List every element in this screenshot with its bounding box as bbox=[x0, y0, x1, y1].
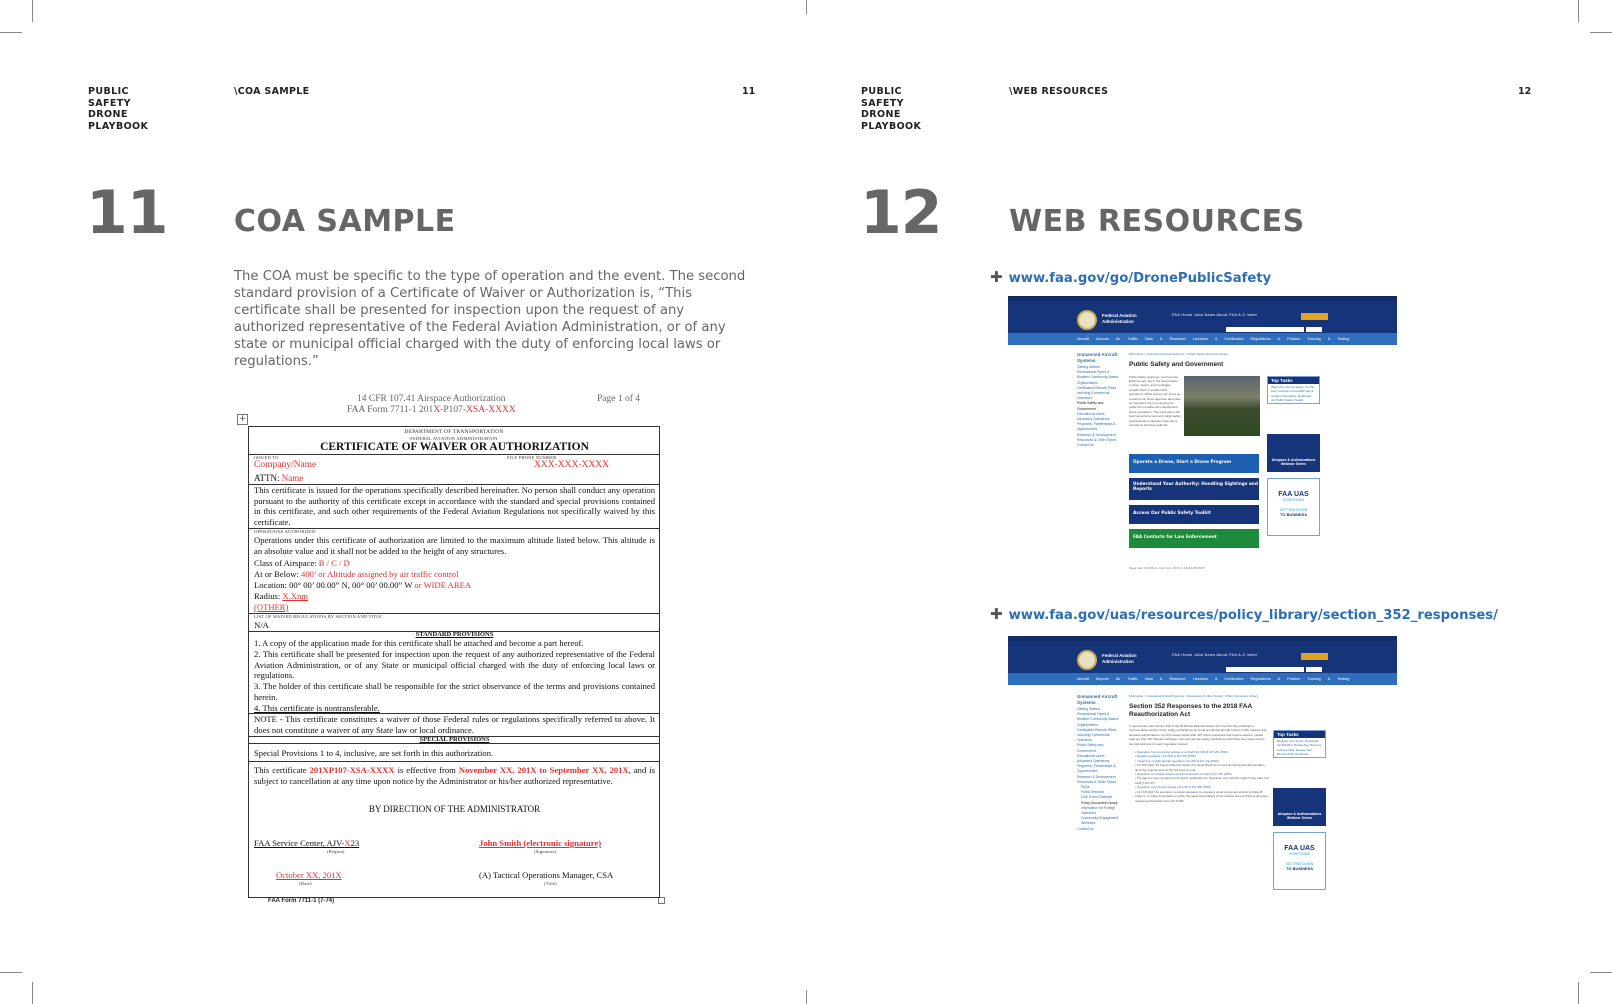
getting-down: GETTING DOWN bbox=[1285, 862, 1314, 866]
intro-paragraph: Public Safety Agencies, such as Law Enforcement, are in the best position to deter, detect, and investigate unauthorized or unsafe UAS operations. While drones can serve as a useful tool, these agencies also have an important role in protecting the public from unsafe and unauthorized drone operations. This information will help law enforcement and public safety professionals understand safe drone operations and their authority. bbox=[1129, 374, 1181, 427]
agency-name: Federal Aviation Administration bbox=[1102, 653, 1137, 664]
special-provisions-text: Special Provisions 1 to 4, inclusive, are set forth in this authorization. bbox=[254, 748, 494, 758]
search-button bbox=[1306, 327, 1322, 332]
table-move-handle: + bbox=[238, 414, 247, 424]
sidebar-item: Programs, Partnerships & Opportunities bbox=[1077, 422, 1116, 432]
sidebar-title: Unmanned Aircraft Systems bbox=[1077, 352, 1118, 363]
sidebar-item: Resources & Other Topics bbox=[1077, 437, 1117, 442]
sidebar-item: Contact Us bbox=[1077, 443, 1094, 448]
cta-toolkit: Access Our Public Safety Toolkit bbox=[1129, 505, 1259, 524]
sidebar-item: Educational Users bbox=[1077, 753, 1105, 758]
sidebar-item: Certificated Remote Pilots including Commercial Operators bbox=[1077, 727, 1117, 743]
faa-seal-icon bbox=[1077, 650, 1097, 670]
uas-sidebar bbox=[1077, 352, 1121, 448]
main-nav: Aircraft Airports Air Traffic Data & Research Licenses & Certificates Regulations & Policies Training & Testing bbox=[1008, 673, 1397, 685]
waiver-note: NOTE - This certificate constitutes a waiver of those Federal rules or regulations specifically referred to above. It does not constitute a waiver of any State law or local ordinance. bbox=[254, 714, 655, 735]
signature-caption: (Signature) bbox=[534, 849, 557, 854]
list-item: • Operation over human beings (14 CFR § 107.39) (PDF) bbox=[1135, 785, 1211, 790]
section-label: \COA SAMPLE bbox=[234, 86, 310, 97]
symposium-subtitle: SYMPOSIUM bbox=[1288, 852, 1311, 856]
section-number: 11 bbox=[86, 178, 168, 248]
list-item: • Daylight operation (14 CFR § 107.29) (PDF) bbox=[1135, 754, 1196, 759]
agency-label: FEDERAL AVIATION ADMINISTRATION bbox=[410, 436, 498, 441]
waived-regs-label: LIST OF WAIVED REGULATIONS BY SECTION AND TITLE bbox=[254, 614, 383, 619]
cta-understand-authority: Understand Your Authority: Handling Sightings and Reports bbox=[1129, 478, 1259, 500]
standard-provisions-title: STANDARD PROVISIONS bbox=[415, 631, 494, 638]
top-tasks-heading: Top Tasks bbox=[1274, 731, 1325, 738]
sidebar-item: Public Records bbox=[1081, 790, 1104, 795]
page-title: WEB RESOURCES bbox=[1009, 204, 1305, 239]
date-caption: (Date) bbox=[299, 881, 312, 886]
page-number: 11 bbox=[742, 86, 756, 97]
page-number: 12 bbox=[1518, 86, 1532, 97]
breadcrumb: FAA Home > Unmanned Aircraft Systems > Public Safety and Government bbox=[1129, 352, 1229, 356]
cta-contacts: FAA Contacts for Law Enforcement bbox=[1129, 529, 1259, 548]
to-business: TO BUSINESS bbox=[1279, 512, 1308, 517]
operations-paragraph: Operations under this certificate of authorization are limited to the maximum altitude listed below. This altitude is an absolute value and it shall not be added to the height of any structures. bbox=[254, 535, 655, 556]
standard-provision-2: 2. This certificate shall be presented for inspection upon the request of any authorized representative of the Federal Aviation Administration, or of any State or municipal official charged with the duty of enforcing local laws or regulations. bbox=[254, 649, 655, 681]
title-caption: (Title) bbox=[544, 881, 557, 886]
sidebar-item: Public Safety and Government bbox=[1077, 743, 1104, 753]
top-nav: FAA Home Jobs News About FAA A-Z Index bbox=[1172, 653, 1258, 657]
file-label: FILE PHONE NUMBER bbox=[507, 455, 557, 460]
radius: Radius: X.Xnm bbox=[254, 591, 308, 601]
list-item: • Operation from a moving vehicle or aircraft (14 CFR § 107.25) (PDF) bbox=[1135, 750, 1229, 755]
divider bbox=[249, 761, 659, 762]
page-title: COA SAMPLE bbox=[234, 204, 456, 239]
sidebar-item: Advanced Operations bbox=[1077, 417, 1110, 422]
manager-title: (A) Tactical Operations Manager, CSA bbox=[479, 870, 614, 880]
cta-operate-drone: Operate a Drone, Start a Drone Program bbox=[1129, 454, 1259, 473]
form-footer: FAA Form 7711-1 (7-74) bbox=[268, 898, 335, 904]
sidebar-item: Resources & Other Topics bbox=[1077, 779, 1117, 784]
sidebar-item: Policy Document Library bbox=[1081, 800, 1118, 805]
coa-certificate bbox=[248, 426, 660, 898]
list-item: • Operation of multiple small unmanned aircraft (14 CFR § 107.35) (PDF) bbox=[1135, 772, 1232, 777]
agency-name: Federal Aviation Administration bbox=[1102, 313, 1137, 324]
webinar-banner: Airspace & Authorizations Webinar Series bbox=[1267, 434, 1320, 472]
symposium-title: FAA UAS bbox=[1284, 845, 1315, 852]
brand-label: PUBLIC SAFETY DRONE PLAYBOOK bbox=[88, 86, 149, 132]
attn-line: ATTN: Name bbox=[254, 473, 304, 483]
symposium-banner bbox=[1273, 832, 1326, 890]
top-tasks-panel bbox=[1267, 376, 1320, 404]
faa-seal-icon bbox=[1077, 310, 1097, 330]
list-item: • The agency has not approved a waiver application for Operation over aircraft; right-of-way rules (14 CFR § 107.37). bbox=[1135, 776, 1269, 785]
airspace-class: Class of Airspace: B / C / D bbox=[254, 558, 350, 568]
symposium-title: FAA UAS bbox=[1278, 491, 1309, 498]
page-content bbox=[1129, 694, 1269, 803]
top-nav: FAA Home Jobs News About FAA A-Z Index bbox=[1172, 313, 1258, 317]
section-label: \WEB RESOURCES bbox=[1009, 86, 1109, 97]
sidebar-item: FAQs bbox=[1081, 785, 1090, 790]
breadcrumb: FAA Home > Unmanned Aircraft Systems > Resources & Other Topics > Policy Document Library bbox=[1129, 694, 1259, 698]
sidebar-item: Getting Started bbox=[1077, 365, 1100, 369]
divider bbox=[249, 743, 659, 744]
faa-header bbox=[1008, 641, 1397, 673]
standard-provision-4: 4. This certificate is nontransferable. bbox=[254, 703, 380, 713]
waived-regs-value: N/A bbox=[254, 620, 269, 630]
top-tasks-links: Watch the "Drone Safety: It's the Law" webinar. Post-LEAP agent contact information. Download our Public Safety Toolkit bbox=[1271, 385, 1315, 402]
signature: John Smith (electronic signature) bbox=[479, 838, 602, 848]
issuance-paragraph: This certificate is issued for the operations specifically described hereinafter. No person shall conduct any operation pursuant to the authority of this certificate except in accordance with the standard and special provisions contained in this certificate, and such other requirements of the Federal Aviation Regulations not specifically waived by this certificate. bbox=[254, 485, 655, 527]
content-title: Section 352 Responses to the 2018 FAA Reauthorization Act bbox=[1129, 703, 1252, 718]
other-option: (OTHER) bbox=[254, 602, 289, 612]
intro-paragraph: The COA must be specific to the type of operation and the event. The second standard provision of a Certificate of Waiver or Authorization is, “This certificate shall be presented for inspection upon the request of any authorized representative of the Federal Aviation Administration, or of any state or municipal official charged with the duty of enforcing local laws or regulations.” bbox=[234, 269, 746, 369]
direction-line: BY DIRECTION OF THE ADMINISTRATOR bbox=[368, 804, 541, 814]
faa-public-safety-screenshot bbox=[1008, 296, 1397, 576]
uas-sidebar bbox=[1077, 694, 1121, 832]
standard-provision-1: 1. A copy of the application made for this certificate shall be attached and become a part hereof. bbox=[254, 638, 584, 648]
sidebar-item: Recreational Flyers & Modeler Community-Based Organizations bbox=[1077, 370, 1119, 385]
sidebar-item: Educational Users bbox=[1077, 411, 1105, 416]
faa-button bbox=[1301, 653, 1328, 660]
sidebar-item: Webinars bbox=[1081, 821, 1096, 826]
list-item: • 14 CFR §107.41 operation in certain airspace: to operate a small unmanned aircraft in Class B, Class C, or Class D airspace or within the lateral boundaries of the surface area of Class E airspace requires authorization from Air Traffic bbox=[1135, 789, 1268, 803]
sidebar-item: Public Safety and Government bbox=[1077, 401, 1104, 411]
company-name: Company/Name bbox=[254, 460, 317, 470]
coa-page-indicator: Page 1 of 4 bbox=[597, 394, 641, 404]
sidebar-title: Unmanned Aircraft Systems bbox=[1077, 694, 1118, 705]
standard-provision-3: 3. The holder of this certificate shall be responsible for the strict observance of the terms and provisions contained herein. bbox=[254, 681, 655, 702]
top-tasks-links: Register your drone. Download the B4UFLY Mobile App. Become a Drone Pilot. Renew Your Remote Pilot Certificate bbox=[1277, 739, 1322, 756]
sidebar-item: Contact Us bbox=[1077, 826, 1094, 831]
list-item: • Visual line of sight aircraft operation (14 CFR § 107.31) (PDF) bbox=[1135, 758, 1219, 763]
coa-form-number: FAA Form 7711-1 201X-P107-XSA-XXXX bbox=[347, 405, 516, 415]
search-button bbox=[1306, 667, 1322, 672]
region-caption: (Region) bbox=[327, 849, 345, 854]
table-resize-handle bbox=[658, 897, 665, 904]
sidebar-item: Research & Development bbox=[1077, 774, 1116, 779]
sidebar-item: Programs, Partnerships & Opportunities bbox=[1077, 764, 1116, 774]
operations-label: OPERATIONS AUTHORIZED bbox=[254, 529, 316, 534]
top-tasks-panel bbox=[1273, 730, 1326, 758]
effective-dates: This certificate 201XP107-XSA-XXXX is effective from November XX, 201X to September XX, 201X, and is subject to cancellation at any time upon notice by the Administrator or his/her authorized representative. bbox=[254, 765, 655, 786]
search-input bbox=[1226, 327, 1304, 332]
altitude-limit: At or Below: 400’ or Altitude assigned by air traffic control bbox=[254, 569, 459, 579]
sidebar-item: Getting Started bbox=[1077, 707, 1100, 711]
location: Location: 00° 00’ 00.00” N, 00° 00’ 00.00” W or WIDE AREA bbox=[254, 580, 472, 590]
divider bbox=[249, 454, 659, 455]
service-center: FAA Service Center, AJV-X23 bbox=[254, 838, 360, 848]
section-number: 12 bbox=[860, 178, 942, 248]
to-business: TO BUSINESS bbox=[1285, 866, 1314, 871]
faa-button bbox=[1301, 313, 1328, 320]
webinar-banner: Airspace & Authorizations Webinar Series bbox=[1273, 788, 1326, 826]
issue-date: October XX, 201X bbox=[276, 870, 342, 880]
coa-header-line: 14 CFR 107.41 Airspace Authorization bbox=[357, 394, 506, 404]
search-input bbox=[1226, 667, 1304, 672]
sidebar-item: UAS Event Calendar bbox=[1081, 795, 1113, 800]
sidebar-item: Advanced Operations bbox=[1077, 759, 1110, 764]
phone-number: XXX-XXX-XXXX bbox=[534, 460, 609, 470]
plus-icon: ✚ bbox=[990, 268, 1003, 286]
top-tasks-heading: Top Tasks bbox=[1268, 377, 1319, 384]
resource-link-public-safety[interactable]: ✚ www.faa.gov/go/DronePublicSafety bbox=[990, 268, 1272, 286]
plus-icon: ✚ bbox=[990, 605, 1003, 623]
sidebar-item: Community Engagement bbox=[1081, 816, 1119, 821]
brand-label: PUBLIC SAFETY DRONE PLAYBOOK bbox=[861, 86, 922, 132]
issued-to-label: ISSUED TO bbox=[254, 455, 279, 460]
special-provisions-title: SPECIAL PROVISIONS bbox=[419, 736, 490, 743]
list-item: • 14 CFR §107.33 (visual observer) states if a visual observer is used during the aircraft operation, all of the requirements of 107.33 must be met. bbox=[1135, 763, 1266, 772]
content-title: Public Safety and Government bbox=[1129, 361, 1224, 368]
faa-section-352-screenshot bbox=[1008, 636, 1397, 918]
dept-label: DEPARTMENT OF TRANSPORTATION bbox=[404, 429, 504, 435]
drone-operator-photo bbox=[1184, 376, 1260, 436]
sidebar-item: Recreational Flyers & Modeler Community-Based Organizations bbox=[1077, 712, 1119, 727]
sidebar-item: Research & Development bbox=[1077, 432, 1116, 437]
intro-paragraph: In accordance with Section 352 of the 2018 FAA Reauthorization Act, the FAA has published a representative sample of the safety justifications for small unmanned aircraft system (UAS) waivers and airspace authorizations. For information about Part 107 drone operations that require waivers, please read our Part 107 Waivers webpage. Here are sample safety justifications that have been approved by the Administrator for each regulation waived: bbox=[1129, 724, 1267, 746]
justification-list bbox=[1129, 750, 1269, 803]
sidebar-item: Certificated Remote Pilots including Commercial Operators bbox=[1077, 385, 1117, 401]
sidebar-item: Information for Foreign Operators bbox=[1081, 805, 1116, 816]
symposium-subtitle: SYMPOSIUM bbox=[1282, 498, 1305, 502]
page-modified: Page last modified: April 12, 2019 1:18:46 PM EDT bbox=[1129, 566, 1205, 570]
resource-link-section-352[interactable]: ✚ www.faa.gov/uas/resources/policy_library/section_352_responses/ bbox=[990, 605, 1498, 623]
main-nav: Aircraft Airports Air Traffic Data & Research Licenses & Certificates Regulations & Policies Training & Testing bbox=[1008, 333, 1397, 345]
symposium-banner bbox=[1267, 478, 1320, 536]
certificate-title: CERTIFICATE OF WAIVER OR AUTHORIZATION bbox=[320, 441, 589, 453]
getting-down: GETTING DOWN bbox=[1279, 508, 1308, 512]
faa-header bbox=[1008, 301, 1397, 333]
